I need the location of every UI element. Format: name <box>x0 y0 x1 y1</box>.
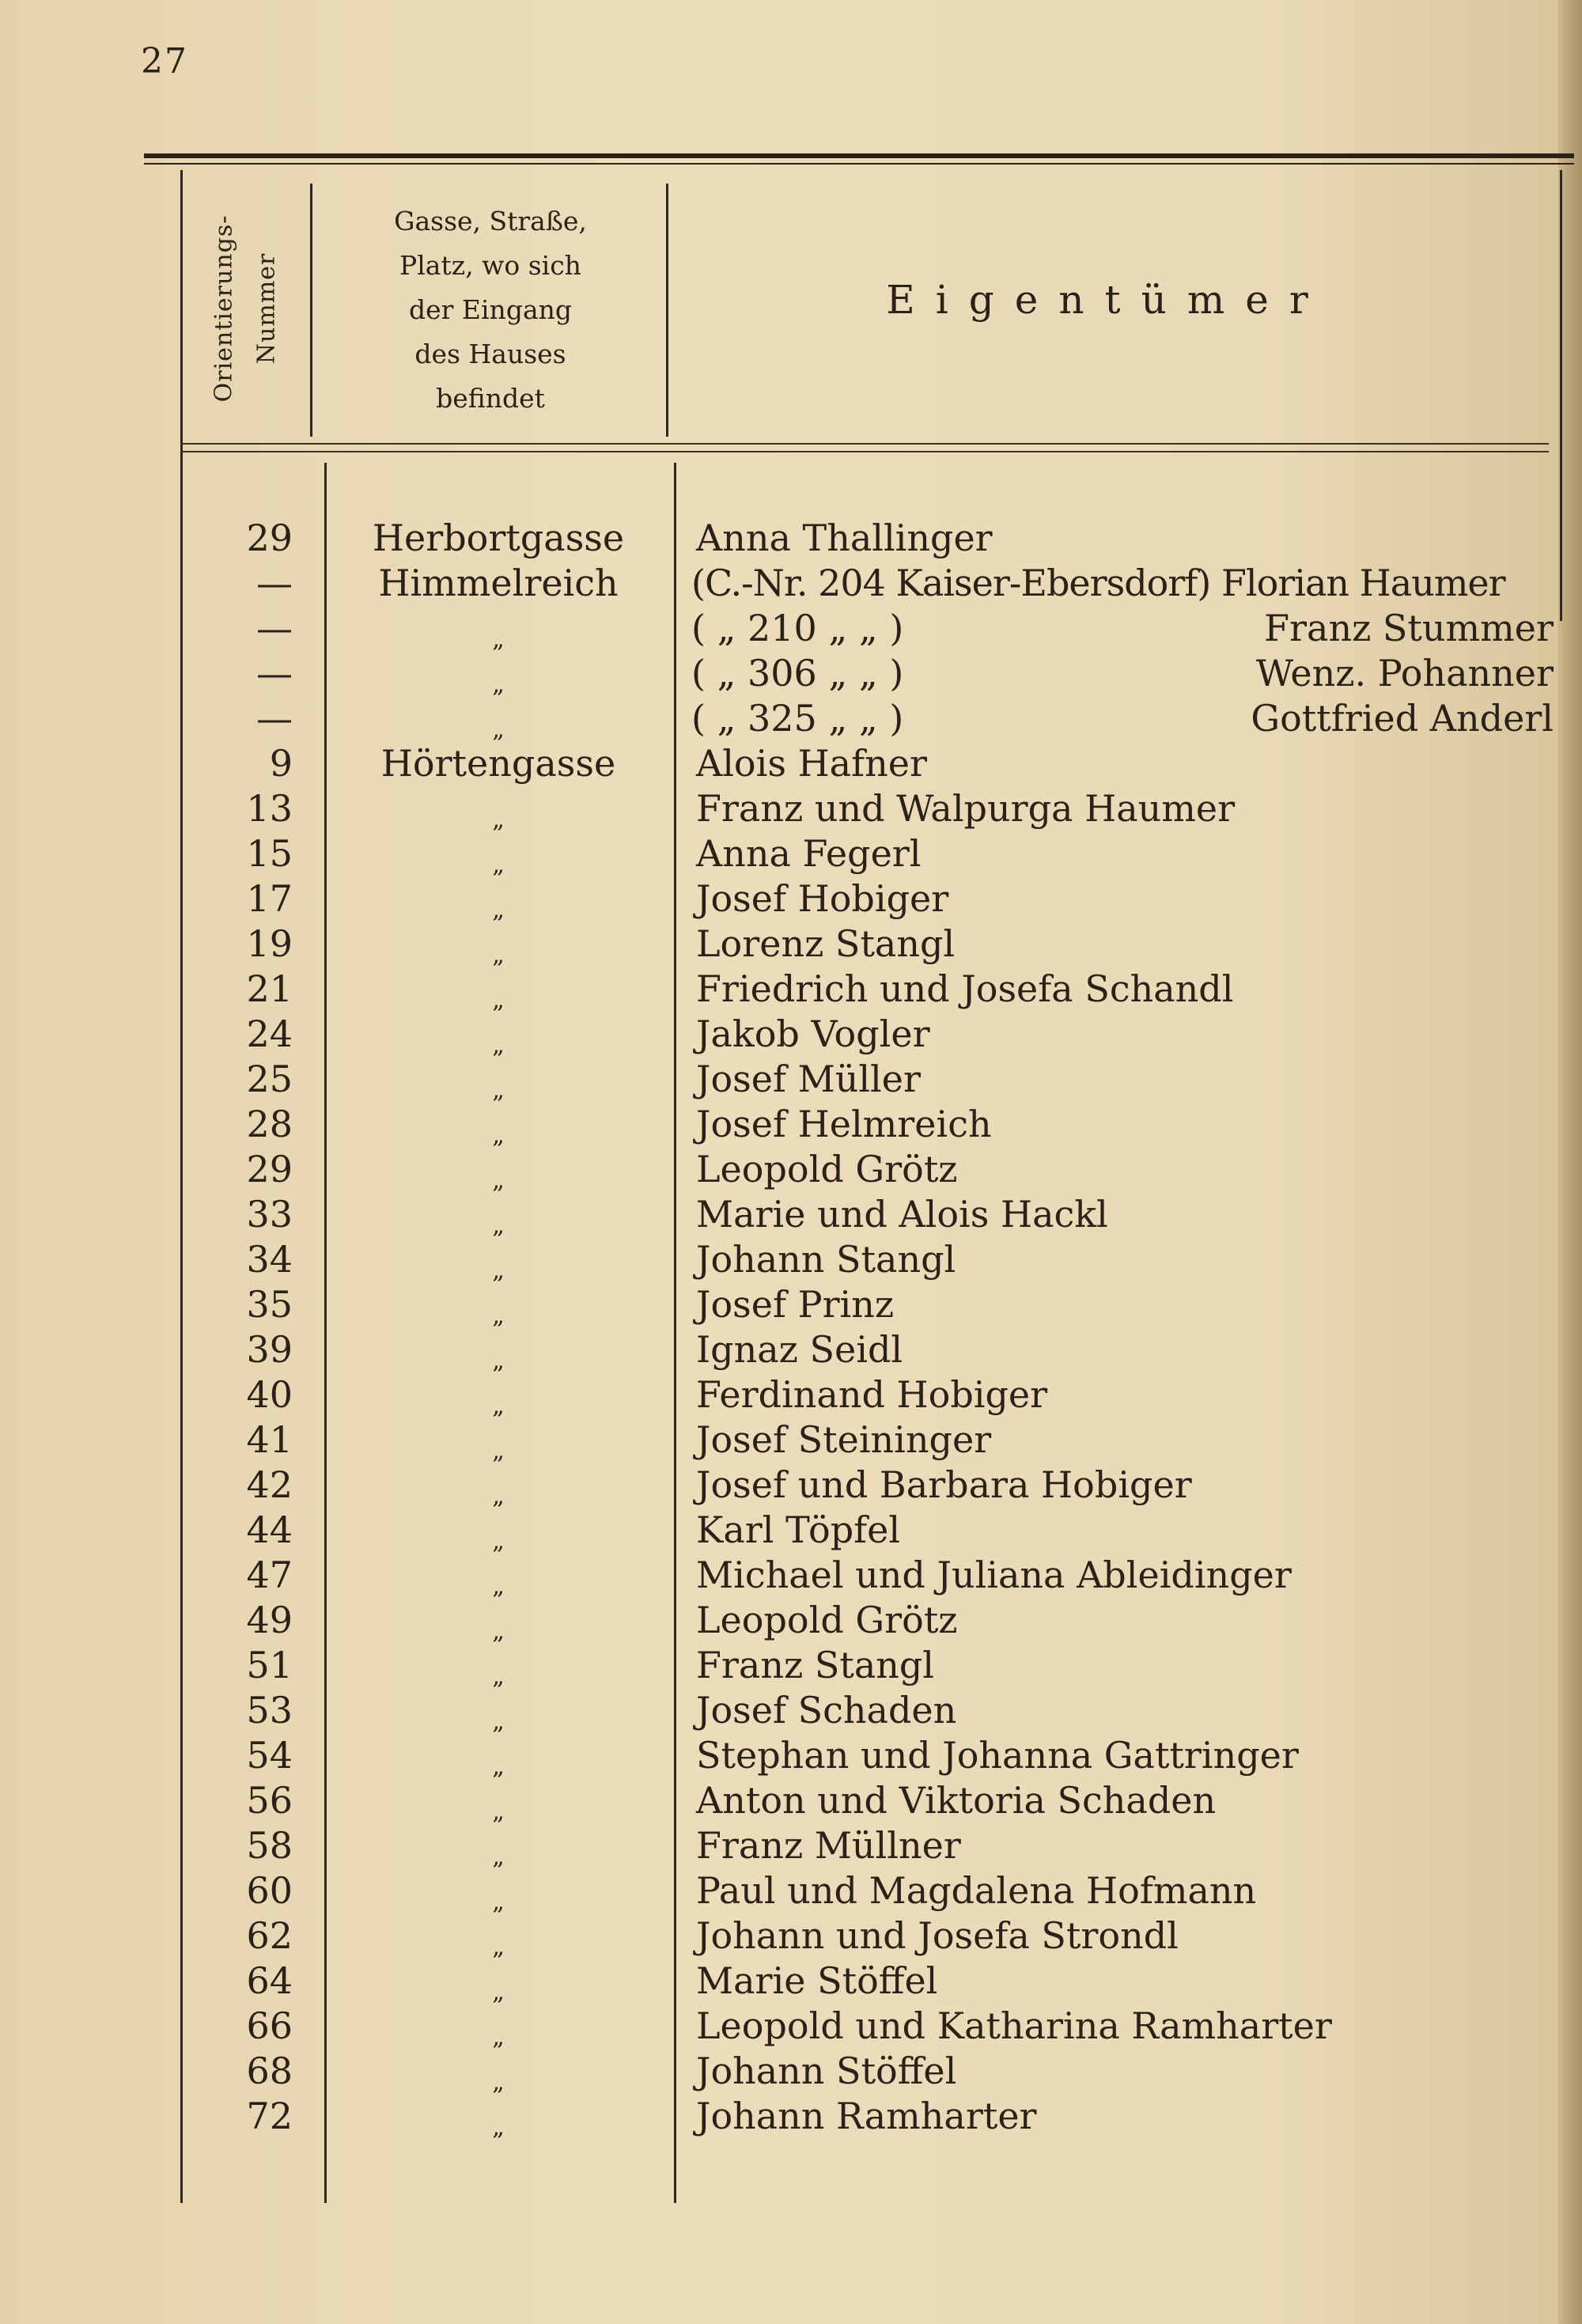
owner-name: Wenz. Pohanner <box>1255 652 1554 695</box>
house-number: 39 <box>246 1328 293 1371</box>
conscription-number-ref: ( „ 210 „ „ ) <box>691 607 904 649</box>
owner-name: Leopold und Katharina Ramharter <box>696 2004 1332 2047</box>
house-number: 28 <box>246 1103 293 1145</box>
owner-name: Ferdinand Hobiger <box>696 1373 1048 1416</box>
table-row <box>0 2004 1582 2050</box>
house-number: 49 <box>246 1599 293 1641</box>
house-number: 21 <box>246 967 293 1010</box>
owner-name: Marie Stöffel <box>696 1959 938 2002</box>
table-row <box>0 2050 1582 2095</box>
owner-name: Josef Steininger <box>696 1418 992 1461</box>
table-row <box>0 517 1582 562</box>
table-row <box>0 652 1582 697</box>
owner-name: (C.-Nr. 204 Kaiser-Ebersdorf) Florian Haumer <box>691 562 1505 604</box>
ditto-mark: „ <box>492 1978 505 2006</box>
ditto-mark: „ <box>492 1708 505 1735</box>
table-row <box>0 1914 1582 1959</box>
ditto-mark: „ <box>492 1437 505 1465</box>
owner-name: Josef Helmreich <box>696 1103 992 1145</box>
header-street-column <box>316 199 664 421</box>
ditto-mark: „ <box>492 1618 505 1645</box>
table-row <box>0 1238 1582 1283</box>
house-number: 29 <box>246 1148 293 1190</box>
table-row <box>0 787 1582 832</box>
table-row <box>0 1734 1582 1779</box>
ditto-mark: „ <box>492 1573 505 1600</box>
owner-name: Paul und Magdalena Hofmann <box>696 1869 1257 1912</box>
house-number: 42 <box>246 1463 293 1506</box>
ditto-mark: „ <box>492 1392 505 1420</box>
house-number: 29 <box>246 517 293 559</box>
ditto-mark: „ <box>492 1122 505 1149</box>
owner-name: Johann und Josefa Strondl <box>696 1914 1179 1957</box>
ditto-mark: „ <box>492 806 505 834</box>
owner-name: Gottfried Anderl <box>1251 697 1554 740</box>
owner-name: Leopold Grötz <box>696 1148 958 1190</box>
conscription-number-ref: ( „ 325 „ „ ) <box>691 697 904 740</box>
house-number: 15 <box>246 832 293 875</box>
house-number: — <box>256 697 293 740</box>
house-number: 44 <box>246 1508 293 1551</box>
header-street-line: der Eingang <box>409 294 572 325</box>
table-row <box>0 1328 1582 1373</box>
table-row <box>0 1418 1582 1463</box>
table-row <box>0 1012 1582 1058</box>
table-row <box>0 1373 1582 1418</box>
owner-name: Franz Stummer <box>1264 607 1554 649</box>
house-number: 60 <box>246 1869 293 1912</box>
owner-name: Johann Stangl <box>696 1238 956 1281</box>
street-name: Herbortgasse <box>372 517 625 559</box>
house-number: 34 <box>246 1238 293 1281</box>
ditto-mark: „ <box>492 1753 505 1781</box>
table-row <box>0 1283 1582 1328</box>
table-row <box>0 1869 1582 1914</box>
owner-name: Anton und Viktoria Schaden <box>696 1779 1217 1822</box>
ditto-mark: „ <box>492 1888 505 1916</box>
house-number: — <box>256 607 293 649</box>
house-number: 68 <box>246 2050 293 2092</box>
table-row <box>0 1193 1582 1238</box>
house-number: 25 <box>246 1058 293 1100</box>
header-divider-1 <box>310 184 312 437</box>
table-row <box>0 967 1582 1012</box>
header-street-line: befindet <box>436 383 545 414</box>
table-row <box>0 1463 1582 1508</box>
table-row <box>0 1779 1582 1824</box>
owner-name: Johann Stöffel <box>696 2050 957 2092</box>
owner-name: Josef und Barbara Hobiger <box>696 1463 1192 1506</box>
house-number: 53 <box>246 1689 293 1732</box>
house-number: 56 <box>246 1779 293 1822</box>
table-row <box>0 742 1582 787</box>
owner-name: Friedrich und Josefa Schandl <box>696 967 1234 1010</box>
ditto-mark: „ <box>492 1212 505 1240</box>
owner-name: Marie und Alois Hackl <box>696 1193 1108 1236</box>
house-number: 17 <box>246 877 293 920</box>
house-number: 47 <box>246 1554 293 1596</box>
house-number: 40 <box>246 1373 293 1416</box>
owner-name: Josef Prinz <box>696 1283 895 1326</box>
ditto-mark: „ <box>492 1257 505 1285</box>
house-number: 9 <box>269 742 293 785</box>
ditto-mark: „ <box>492 1663 505 1690</box>
table-row <box>0 1824 1582 1869</box>
ditto-mark: „ <box>492 1302 505 1330</box>
house-number: 51 <box>246 1644 293 1686</box>
owner-name: Johann Ramharter <box>696 2095 1037 2137</box>
house-number: 54 <box>246 1734 293 1777</box>
house-number: 24 <box>246 1012 293 1055</box>
header-street-line: Platz, wo sich <box>399 250 581 281</box>
table-row <box>0 877 1582 922</box>
table-row <box>0 1959 1582 2004</box>
owner-name: Leopold Grötz <box>696 1599 958 1641</box>
header-divider-2 <box>666 184 668 437</box>
table-row <box>0 607 1582 652</box>
table-row <box>0 1508 1582 1554</box>
ditto-mark: „ <box>492 2114 505 2141</box>
ditto-mark: „ <box>492 896 505 924</box>
owner-name: Alois Hafner <box>696 742 927 785</box>
street-name: Hörtengasse <box>380 742 616 785</box>
street-name: Himmelreich <box>378 562 619 604</box>
ditto-mark: „ <box>492 671 505 698</box>
ditto-mark: „ <box>492 941 505 969</box>
table-row <box>0 1058 1582 1103</box>
header-rule-1 <box>180 443 1549 445</box>
owner-name: Franz Stangl <box>696 1644 935 1686</box>
ditto-mark: „ <box>492 1031 505 1059</box>
owner-name: Lorenz Stangl <box>696 922 956 965</box>
table-row <box>0 2095 1582 2140</box>
owner-name: Franz Müllner <box>696 1824 961 1867</box>
header-number-line-1: Orientierungs- <box>210 214 238 402</box>
table-row <box>0 832 1582 877</box>
table-row <box>0 922 1582 967</box>
top-rule-thin <box>144 163 1574 165</box>
owner-name: Michael und Juliana Ableidinger <box>696 1554 1292 1596</box>
owner-name: Ignaz Seidl <box>696 1328 903 1371</box>
owner-name: Stephan und Johanna Gattringer <box>696 1734 1299 1777</box>
ditto-mark: „ <box>492 1077 505 1104</box>
owner-name: Karl Töpfel <box>696 1508 901 1551</box>
header-street-line: Gasse, Straße, <box>394 206 587 237</box>
owner-name: Josef Hobiger <box>696 877 949 920</box>
house-number: 72 <box>246 2095 293 2137</box>
ditto-mark: „ <box>492 1527 505 1555</box>
table-row <box>0 1599 1582 1644</box>
top-rule-thick <box>144 153 1574 158</box>
house-number: 35 <box>246 1283 293 1326</box>
table-row <box>0 697 1582 742</box>
owner-name: Franz und Walpurga Haumer <box>696 787 1236 830</box>
header-street-line: des Hauses <box>414 339 566 369</box>
ditto-mark: „ <box>492 1167 505 1194</box>
header-number-line-2: Nummer <box>252 252 281 364</box>
owner-name: Jakob Vogler <box>696 1012 930 1055</box>
house-number: 41 <box>246 1418 293 1461</box>
ditto-mark: „ <box>492 986 505 1014</box>
house-number: 13 <box>246 787 293 830</box>
house-number: 33 <box>246 1193 293 1236</box>
table-row <box>0 1103 1582 1148</box>
house-number: 64 <box>246 1959 293 2002</box>
ditto-mark: „ <box>492 716 505 744</box>
ditto-mark: „ <box>492 2023 505 2051</box>
owner-name: Anna Thallinger <box>696 517 993 559</box>
table-row <box>0 562 1582 607</box>
owner-name: Anna Fegerl <box>696 832 922 875</box>
ditto-mark: „ <box>492 626 505 653</box>
house-number: — <box>256 652 293 695</box>
table-row <box>0 1689 1582 1734</box>
page-number: 27 <box>141 41 188 81</box>
header-owner-column: Eigentümer <box>886 277 1329 323</box>
owner-name: Josef Schaden <box>696 1689 957 1732</box>
ditto-mark: „ <box>492 851 505 879</box>
owner-name: Josef Müller <box>696 1058 921 1100</box>
table-row <box>0 1644 1582 1689</box>
house-number: 62 <box>246 1914 293 1957</box>
house-number: 19 <box>246 922 293 965</box>
table-row <box>0 1554 1582 1599</box>
table-row <box>0 1148 1582 1193</box>
ditto-mark: „ <box>492 1933 505 1961</box>
ditto-mark: „ <box>492 1347 505 1375</box>
house-number: — <box>256 562 293 604</box>
ditto-mark: „ <box>492 1482 505 1510</box>
ditto-mark: „ <box>492 1843 505 1871</box>
header-rule-2 <box>180 451 1549 452</box>
ditto-mark: „ <box>492 1798 505 1826</box>
ditto-mark: „ <box>492 2069 505 2096</box>
conscription-number-ref: ( „ 306 „ „ ) <box>691 652 904 695</box>
house-number: 58 <box>246 1824 293 1867</box>
house-number: 66 <box>246 2004 293 2047</box>
header-number-column <box>186 184 305 433</box>
